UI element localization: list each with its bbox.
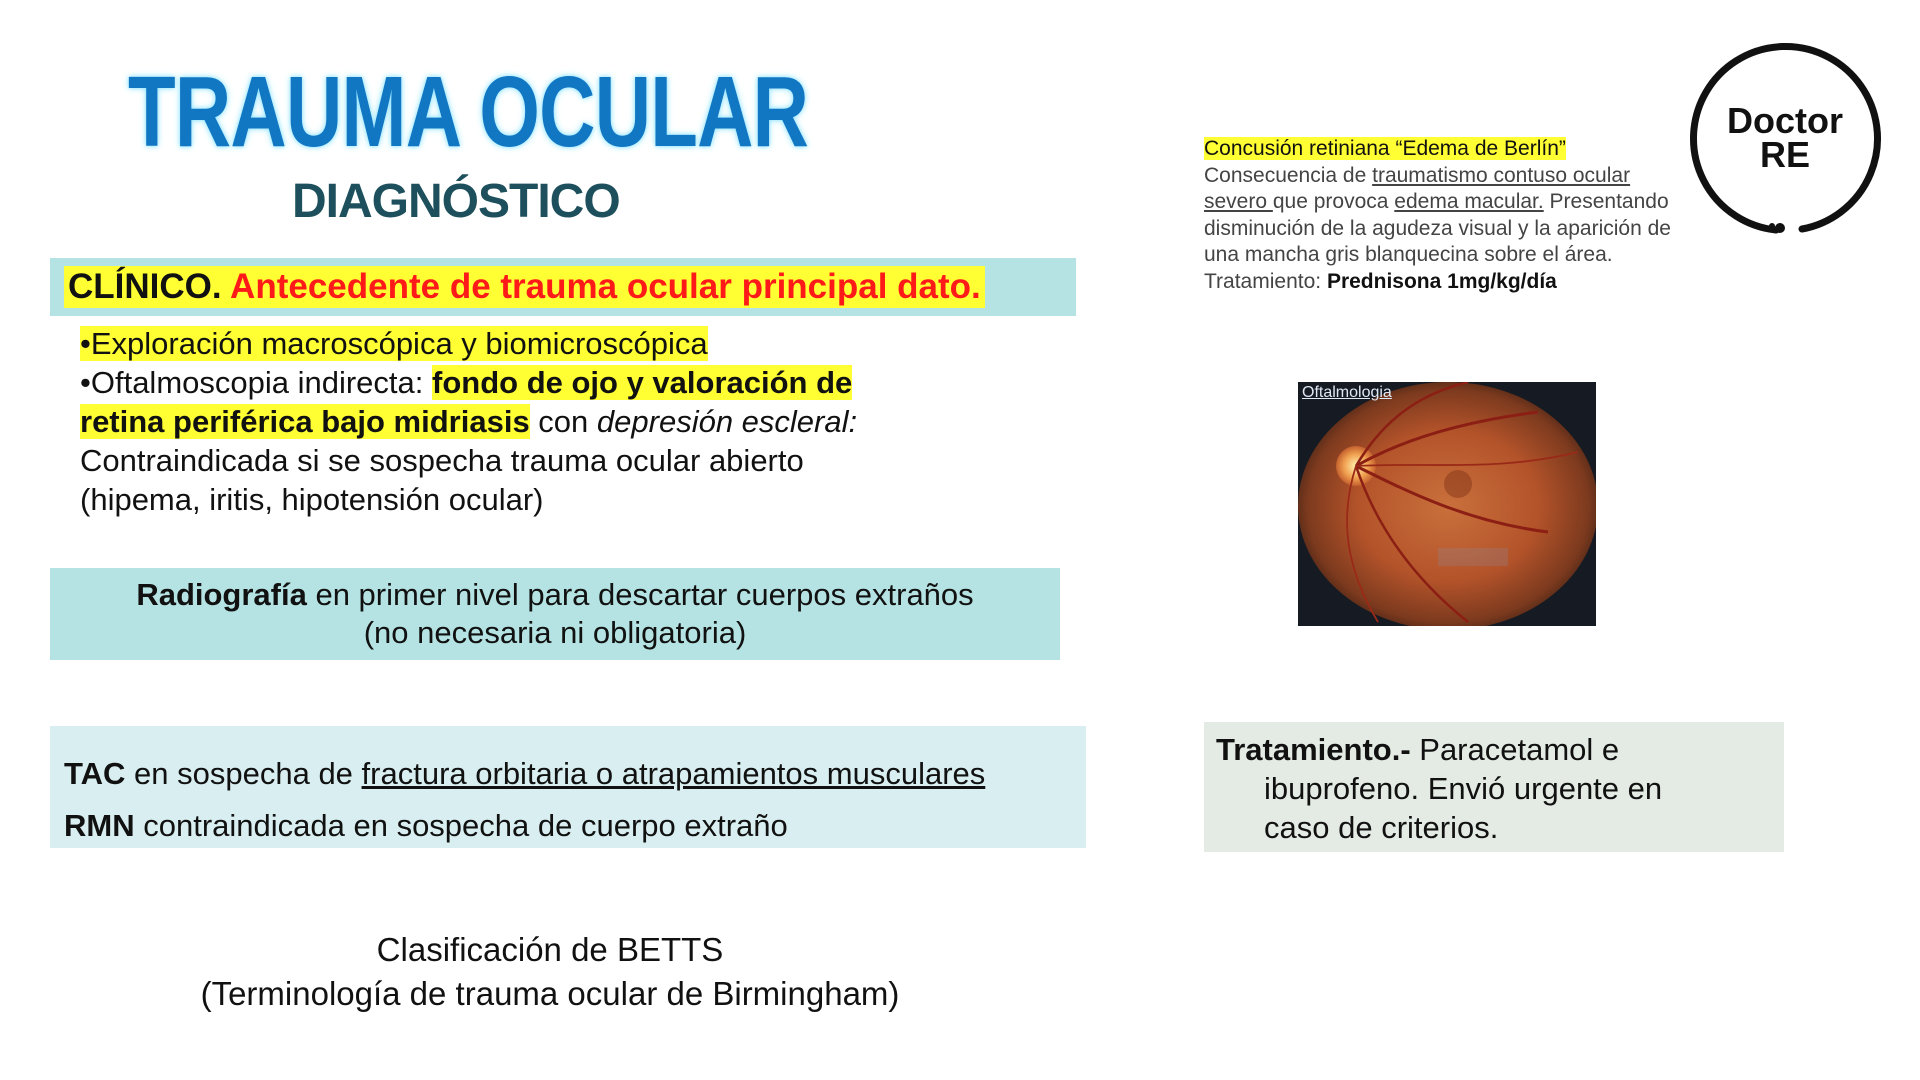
exam-bullet-2-bold-a: fondo de ojo y valoración de: [432, 365, 853, 400]
tratamiento-text-1: Paracetamol e: [1410, 732, 1620, 767]
exam-block: [80, 324, 980, 519]
fundus-photo: [1298, 382, 1596, 626]
tac-underline: fractura orbitaria o atrapamientos musculares: [361, 756, 986, 791]
radiografia-box: [50, 568, 1060, 660]
radiografia-bold: Radiografía: [136, 577, 307, 612]
berlin-p4: Tratamiento:: [1204, 269, 1327, 293]
berlin-p2: que provoca: [1272, 190, 1395, 213]
tac-line: [64, 748, 1086, 800]
tac-bold: TAC: [64, 756, 126, 791]
tac-rmn-box: [50, 726, 1086, 848]
page-title: TRAUMA OCULAR: [128, 56, 809, 168]
radiografia-line-2: (no necesaria ni obligatoria): [363, 615, 747, 650]
clinico-banner: [50, 258, 1076, 316]
exam-bullet-2: [80, 363, 980, 402]
betts-line-2: (Terminología de trauma ocular de Birmingham): [200, 975, 900, 1012]
radiografia-line-1: [50, 576, 1060, 614]
berlin-p3: Presentando disminución de la agudeza visual y la aparición de una mancha gris blanquecina sobre el área.: [1204, 190, 1671, 266]
page-subtitle: DIAGNÓSTICO: [292, 175, 620, 228]
berlin-u1: traumatismo contuso ocular severo: [1204, 163, 1631, 213]
exam-bullet-2-bold-b: retina periférica bajo midriasis: [80, 404, 530, 439]
tratamiento-box: [1204, 722, 1784, 852]
radiografia-text: en primer nivel para descartar cuerpos extraños: [306, 577, 974, 612]
berlin-treatment: Prednisona 1mg/kg/día: [1326, 269, 1557, 293]
tratamiento-text-3: caso de criterios.: [1264, 810, 1499, 845]
logo-text: [1688, 100, 1882, 175]
exam-bullet-1: [80, 324, 980, 363]
betts-caption: [150, 928, 950, 1016]
rmn-line: [64, 800, 1086, 852]
exam-bullet-2-mid: con: [529, 404, 597, 439]
exam-line-3: Contraindicada si se sospecha trauma ocular abierto: [80, 443, 804, 478]
fundus-label: Oftalmologia: [1302, 384, 1392, 401]
berlin-paragraph: [1204, 136, 1674, 295]
logo-line-2: RE: [1759, 134, 1810, 175]
exam-line-4: (hipema, iritis, hipotensión ocular): [80, 482, 544, 517]
berlin-heading: Concusión retiniana “Edema de Berlín”: [1204, 137, 1566, 160]
tratamiento-bold: Tratamiento.-: [1216, 732, 1411, 767]
tratamiento-text-2: ibuprofeno. Envió urgente en: [1264, 771, 1663, 806]
tac-text: en sospecha de: [125, 756, 362, 791]
clinico-text: [64, 266, 985, 308]
berlin-u2: edema macular.: [1394, 190, 1544, 213]
exam-bullet-1-text: •Exploración macroscópica y biomicroscópica: [80, 326, 708, 361]
doctor-re-logo: [1688, 40, 1882, 234]
rmn-bold: RMN: [64, 808, 135, 843]
clinico-label: CLÍNICO.: [68, 267, 222, 306]
exam-bullet-2-cont: [80, 402, 980, 441]
exam-bullet-2-italic: depresión escleral:: [596, 404, 858, 439]
exam-bullet-2-prefix: •Oftalmoscopia indirecta:: [80, 365, 433, 400]
fundus-image: [1298, 382, 1596, 626]
betts-line-1: Clasificación de BETTS: [376, 931, 724, 968]
berlin-p1: Consecuencia de: [1204, 163, 1373, 187]
clinico-highlight: Antecedente de trauma ocular principal dato.: [230, 267, 981, 306]
logo-line-1: Doctor: [1727, 100, 1843, 141]
rmn-text: contraindicada en sospecha de cuerpo extraño: [134, 808, 788, 843]
